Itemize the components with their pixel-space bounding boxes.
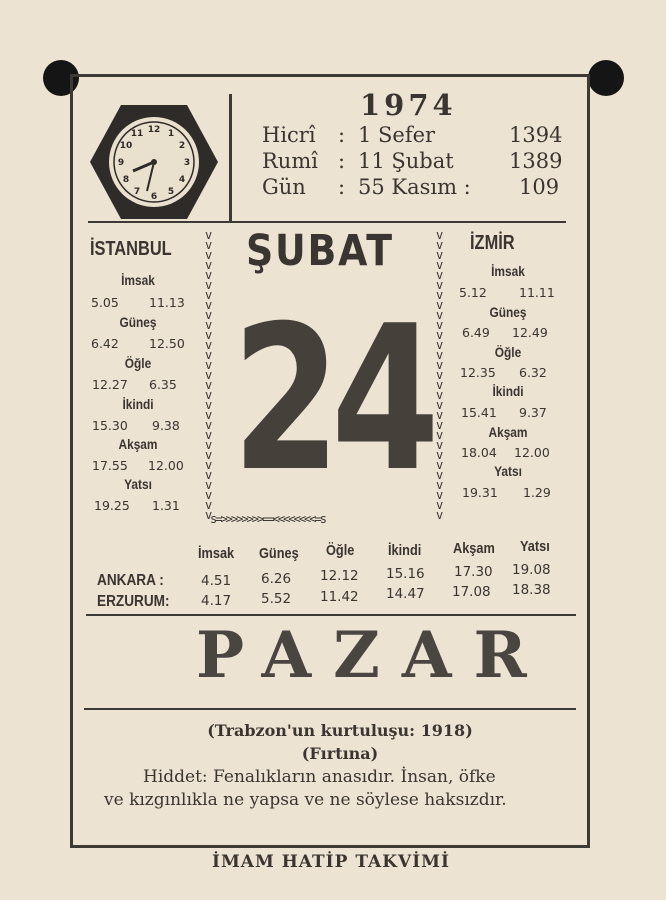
- rumi-value: 11 Şubat: [358, 149, 454, 173]
- hicri-label: Hicrî: [262, 123, 316, 147]
- izmir-aksam-a: 18.04: [461, 445, 497, 460]
- izmir-ikindi-label: İkindi: [492, 383, 524, 399]
- table-header-ogle: Öğle: [326, 542, 355, 559]
- table-cell: 15.16: [386, 566, 425, 582]
- svg-text:7: 7: [133, 187, 141, 197]
- istanbul-imsak-a: 5.05: [91, 295, 119, 310]
- publisher-footer: İMAM HATİP TAKVİMİ: [212, 852, 450, 872]
- izmir-yatsi-label: Yatsı: [494, 463, 522, 479]
- svg-text:9: 9: [117, 158, 125, 168]
- gun-sep: :: [338, 175, 346, 199]
- rumi-sep: :: [338, 149, 346, 173]
- istanbul-ikindi-label: İkindi: [122, 396, 154, 412]
- event-subnote: (Fırtına): [301, 744, 379, 763]
- istanbul-ikindi-b: 9.38: [152, 418, 180, 433]
- istanbul-aksam-a: 17.55: [92, 458, 128, 473]
- istanbul-yatsi-label: Yatsı: [124, 476, 152, 492]
- table-cell: 17.08: [452, 584, 491, 600]
- istanbul-yatsi-a: 19.25: [94, 498, 130, 513]
- istanbul-ogle-label: Öğle: [124, 355, 152, 371]
- svg-text:5: 5: [167, 187, 175, 197]
- quote-line-1: Hiddet: Fenalıkların anasıdır. İnsan, öfke: [143, 767, 496, 787]
- istanbul-title: İSTANBUL: [90, 238, 172, 260]
- hicri-year: 1394: [509, 123, 563, 147]
- binder-hole-right: [588, 60, 624, 96]
- izmir-ikindi-b: 9.37: [519, 405, 547, 420]
- table-header-gunes: Güneş: [259, 545, 299, 562]
- svg-text:10: 10: [119, 141, 133, 151]
- year: 1974: [360, 88, 457, 122]
- table-header-ikindi: İkindi: [388, 542, 422, 559]
- svg-text:4: 4: [178, 175, 186, 185]
- istanbul-imsak-b: 11.13: [149, 295, 185, 310]
- table-cell: 17.30: [454, 564, 493, 580]
- svg-text:11: 11: [130, 129, 144, 139]
- istanbul-ikindi-a: 15.30: [92, 418, 128, 433]
- table-cell: 19.08: [512, 562, 551, 578]
- gun-label: Gün: [262, 175, 306, 199]
- svg-text:1: 1: [167, 129, 175, 139]
- table-row-erzurum-city: ERZURUM:: [97, 593, 170, 610]
- table-cell: 4.51: [201, 573, 232, 589]
- quote-line-2: ve kızgınlıkla ne yapsa ve ne söylese haksızdır.: [104, 790, 507, 810]
- istanbul-yatsi-b: 1.31: [152, 498, 180, 513]
- izmir-gunes-label: Güneş: [489, 304, 527, 320]
- table-row-ankara-city: ANKARA :: [97, 572, 164, 589]
- svg-text:8: 8: [122, 175, 130, 185]
- table-cell: 18.38: [512, 582, 551, 598]
- chain-border-left: v v v v v v v v v v v v v v v v v v v v v v v v v v v v v: [205, 230, 213, 522]
- chain-border-bottom: s=>>>>>>>>==<<<<<<<<=s: [210, 512, 325, 526]
- hicri-value: 1 Sefer: [358, 123, 436, 147]
- izmir-aksam-b: 12.00: [514, 445, 550, 460]
- hicri-sep: :: [338, 123, 346, 147]
- istanbul-aksam-label: Akşam: [118, 436, 158, 452]
- table-cell: 11.42: [320, 589, 359, 605]
- izmir-ikindi-a: 15.41: [461, 405, 497, 420]
- istanbul-gunes-b: 12.50: [149, 336, 185, 351]
- izmir-ogle-a: 12.35: [460, 365, 496, 380]
- svg-text:6: 6: [150, 192, 158, 202]
- weekday-bottom-rule: [84, 708, 576, 710]
- weekday-name: PAZAR: [196, 618, 549, 693]
- month-name: ŞUBAT: [246, 226, 394, 276]
- header-divider: [229, 94, 232, 221]
- izmir-imsak-label: İmsak: [491, 263, 525, 279]
- istanbul-ogle-b: 6.35: [149, 377, 177, 392]
- table-header-aksam: Akşam: [453, 540, 495, 557]
- izmir-yatsi-a: 19.31: [462, 485, 498, 500]
- weekday-top-rule: [86, 614, 576, 616]
- table-cell: 4.17: [201, 593, 232, 609]
- izmir-gunes-b: 12.49: [512, 325, 548, 340]
- event-note: (Trabzon'un kurtuluşu: 1918): [207, 721, 473, 740]
- table-cell: 5.52: [261, 591, 292, 607]
- izmir-gunes-a: 6.49: [462, 325, 490, 340]
- gun-value: 55 Kasım :: [358, 175, 471, 199]
- chain-border-right: v v v v v v v v v v v v v v v v v v v v v v v v v v v v v: [436, 230, 444, 522]
- day-number: 24: [232, 283, 431, 516]
- svg-text:3: 3: [183, 158, 191, 168]
- table-cell: 14.47: [386, 586, 425, 602]
- istanbul-ogle-a: 12.27: [92, 377, 128, 392]
- izmir-yatsi-b: 1.29: [523, 485, 551, 500]
- izmir-imsak-a: 5.12: [459, 285, 487, 300]
- rumi-year: 1389: [509, 149, 563, 173]
- table-header-yatsi: Yatsı: [520, 538, 550, 555]
- clock-icon: [88, 103, 220, 221]
- izmir-aksam-label: Akşam: [488, 424, 528, 440]
- istanbul-gunes-label: Güneş: [119, 314, 157, 330]
- istanbul-imsak-label: İmsak: [121, 272, 155, 288]
- izmir-imsak-b: 11.11: [519, 285, 555, 300]
- izmir-ogle-label: Öğle: [494, 344, 522, 360]
- table-cell: 12.12: [320, 568, 359, 584]
- gun-count: 109: [519, 175, 560, 199]
- table-header-imsak: İmsak: [198, 545, 235, 562]
- svg-text:12: 12: [147, 125, 161, 135]
- table-cell: 6.26: [261, 571, 292, 587]
- rumi-label: Rumî: [262, 149, 318, 173]
- istanbul-aksam-b: 12.00: [148, 458, 184, 473]
- istanbul-gunes-a: 6.42: [91, 336, 119, 351]
- izmir-title: İZMİR: [470, 232, 515, 254]
- izmir-ogle-b: 6.32: [519, 365, 547, 380]
- header-bottom-rule: [88, 221, 566, 223]
- svg-text:2: 2: [178, 141, 186, 151]
